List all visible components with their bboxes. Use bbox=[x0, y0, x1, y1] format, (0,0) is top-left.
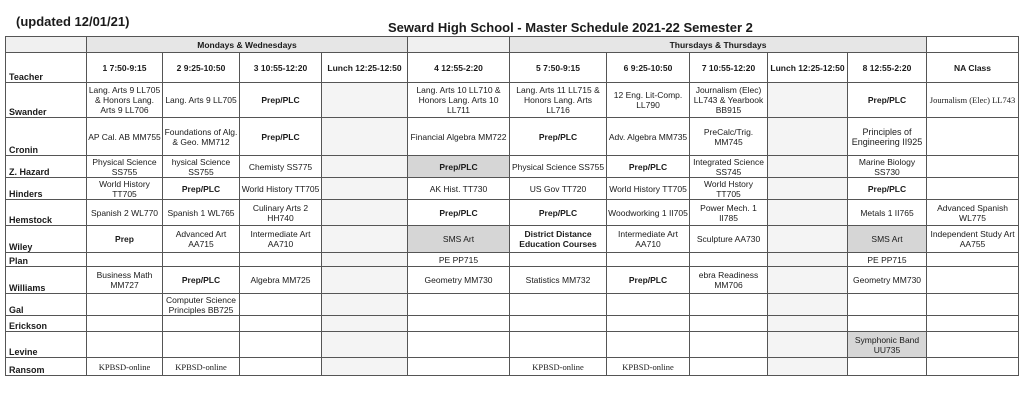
schedule-cell: Prep bbox=[87, 226, 163, 253]
schedule-cell: Prep/PLC bbox=[163, 178, 240, 200]
lunch-cell bbox=[322, 253, 408, 267]
schedule-cell: Financial Algebra MM722 bbox=[408, 118, 510, 156]
schedule-cell: SMS Art bbox=[408, 226, 510, 253]
schedule-cell: Symphonic Band UU735 bbox=[848, 332, 927, 358]
teacher-name: Swander bbox=[6, 83, 87, 118]
schedule-cell bbox=[408, 294, 510, 316]
schedule-cell: Lang. Arts 11 LL715 & Honors Lang. Arts LL716 bbox=[510, 83, 607, 118]
schedule-cell: Integrated Science SS745 bbox=[690, 156, 768, 178]
teacher-name: Z. Hazard bbox=[6, 156, 87, 178]
schedule-cell: Advanced Art AA715 bbox=[163, 226, 240, 253]
teacher-name: Hemstock bbox=[6, 200, 87, 226]
table-row bbox=[6, 253, 1019, 267]
schedule-cell bbox=[607, 332, 690, 358]
schedule-cell: Prep/PLC bbox=[510, 200, 607, 226]
schedule-cell: Statistics MM732 bbox=[510, 267, 607, 294]
schedule-cell: Lang. Arts 10 LL710 & Honors Lang. Arts 10 LL711 bbox=[408, 83, 510, 118]
schedule-cell: AK Hist. TT730 bbox=[408, 178, 510, 200]
header-na-class: NA Class bbox=[927, 53, 1019, 83]
schedule-cell: AP Cal. AB MM755 bbox=[87, 118, 163, 156]
schedule-cell: Prep/PLC bbox=[408, 200, 510, 226]
schedule-cell: Advanced Spanish WL775 bbox=[927, 200, 1019, 226]
lunch-cell bbox=[322, 267, 408, 294]
schedule-cell bbox=[408, 316, 510, 332]
schedule-cell bbox=[240, 316, 322, 332]
schedule-cell: Geometry MM730 bbox=[848, 267, 927, 294]
schedule-cell: Lang. Arts 9 LL705 & Honors Lang. Arts 9 LL706 bbox=[87, 83, 163, 118]
schedule-cell: Prep/PLC bbox=[240, 83, 322, 118]
lunch-cell bbox=[768, 267, 848, 294]
lunch-cell bbox=[768, 294, 848, 316]
header-period-1: 1 7:50-9:15 bbox=[87, 53, 163, 83]
lunch-cell bbox=[322, 226, 408, 253]
lunch-cell bbox=[768, 156, 848, 178]
schedule-cell bbox=[87, 316, 163, 332]
header-period-2: 2 9:25-10:50 bbox=[163, 53, 240, 83]
lunch-cell bbox=[322, 118, 408, 156]
schedule-cell bbox=[848, 358, 927, 376]
lunch-cell bbox=[768, 178, 848, 200]
schedule-cell: Principles of Engineering II925 bbox=[848, 118, 927, 156]
schedule-cell: KPBSD-online bbox=[163, 358, 240, 376]
header-period-5: 5 7:50-9:15 bbox=[510, 53, 607, 83]
header-period-7: 7 10:55-12:20 bbox=[690, 53, 768, 83]
schedule-cell bbox=[510, 253, 607, 267]
schedule-cell: Metals 1 II765 bbox=[848, 200, 927, 226]
schedule-cell: KPBSD-online bbox=[510, 358, 607, 376]
schedule-cell bbox=[607, 294, 690, 316]
header-lunch-1: Lunch 12:25-12:50 bbox=[322, 53, 408, 83]
master-schedule-table bbox=[5, 36, 1019, 376]
group-gap-cell bbox=[927, 37, 1019, 53]
schedule-cell: World Hstory TT705 bbox=[690, 178, 768, 200]
schedule-cell bbox=[240, 358, 322, 376]
group-header-row bbox=[6, 37, 1019, 53]
schedule-cell bbox=[690, 358, 768, 376]
schedule-cell bbox=[163, 253, 240, 267]
schedule-cell bbox=[690, 332, 768, 358]
lunch-cell bbox=[768, 200, 848, 226]
page-title: Seward High School - Master Schedule 2021-22 Semester 2 bbox=[388, 20, 753, 35]
schedule-cell: Prep/PLC bbox=[607, 156, 690, 178]
schedule-cell: KPBSD-online bbox=[607, 358, 690, 376]
period-header-row bbox=[6, 53, 1019, 83]
schedule-cell: Lang. Arts 9 LL705 bbox=[163, 83, 240, 118]
teacher-name: Cronin bbox=[6, 118, 87, 156]
table-row bbox=[6, 226, 1019, 253]
teacher-name: Wiley bbox=[6, 226, 87, 253]
schedule-cell bbox=[163, 332, 240, 358]
table-row bbox=[6, 200, 1019, 226]
schedule-cell: World History TT705 bbox=[240, 178, 322, 200]
schedule-cell: Algebra MM725 bbox=[240, 267, 322, 294]
table-row bbox=[6, 83, 1019, 118]
schedule-cell: PreCalc/Trig. MM745 bbox=[690, 118, 768, 156]
header-period-3: 3 10:55-12:20 bbox=[240, 53, 322, 83]
group-gap-cell bbox=[6, 37, 87, 53]
schedule-cell bbox=[510, 332, 607, 358]
schedule-cell bbox=[607, 253, 690, 267]
lunch-cell bbox=[768, 358, 848, 376]
lunch-cell bbox=[768, 332, 848, 358]
schedule-cell: Woodworking 1 II705 bbox=[607, 200, 690, 226]
schedule-cell: Computer Science Principles BB725 bbox=[163, 294, 240, 316]
schedule-cell: Prep/PLC bbox=[607, 267, 690, 294]
schedule-cell bbox=[927, 332, 1019, 358]
table-row bbox=[6, 316, 1019, 332]
schedule-cell: Spanish 2 WL770 bbox=[87, 200, 163, 226]
lunch-cell bbox=[768, 316, 848, 332]
lunch-cell bbox=[768, 226, 848, 253]
schedule-cell: Independent Study Art AA755 bbox=[927, 226, 1019, 253]
schedule-cell: PE PP715 bbox=[408, 253, 510, 267]
lunch-cell bbox=[768, 253, 848, 267]
schedule-cell: World History TT705 bbox=[87, 178, 163, 200]
schedule-cell bbox=[927, 358, 1019, 376]
schedule-cell bbox=[87, 332, 163, 358]
schedule-cell: Chemisty SS775 bbox=[240, 156, 322, 178]
schedule-cell bbox=[240, 332, 322, 358]
schedule-cell: World History TT705 bbox=[607, 178, 690, 200]
group-mondays-wednesdays: Mondays & Wednesdays bbox=[87, 37, 408, 53]
schedule-cell bbox=[927, 316, 1019, 332]
group-gap-cell bbox=[408, 37, 510, 53]
teacher-name: Plan bbox=[6, 253, 87, 267]
lunch-cell bbox=[322, 316, 408, 332]
schedule-cell: KPBSD-online bbox=[87, 358, 163, 376]
schedule-cell bbox=[927, 253, 1019, 267]
table-row bbox=[6, 294, 1019, 316]
table-row bbox=[6, 358, 1019, 376]
header-lunch-2: Lunch 12:25-12:50 bbox=[768, 53, 848, 83]
schedule-cell bbox=[690, 316, 768, 332]
teacher-name: Erickson bbox=[6, 316, 87, 332]
teacher-name: Hinders bbox=[6, 178, 87, 200]
schedule-cell bbox=[510, 316, 607, 332]
header-period-6: 6 9:25-10:50 bbox=[607, 53, 690, 83]
table-row bbox=[6, 118, 1019, 156]
schedule-cell: US Gov TT720 bbox=[510, 178, 607, 200]
table-row bbox=[6, 178, 1019, 200]
schedule-cell bbox=[848, 294, 927, 316]
schedule-cell bbox=[510, 294, 607, 316]
schedule-cell bbox=[240, 253, 322, 267]
header-teacher: Teacher bbox=[6, 53, 87, 83]
lunch-cell bbox=[768, 83, 848, 118]
schedule-cell: Physical Science SS755 bbox=[87, 156, 163, 178]
schedule-cell bbox=[927, 178, 1019, 200]
schedule-cell bbox=[408, 358, 510, 376]
schedule-cell bbox=[240, 294, 322, 316]
schedule-cell bbox=[927, 294, 1019, 316]
schedule-cell bbox=[87, 253, 163, 267]
schedule-cell: ebra Readiness MM706 bbox=[690, 267, 768, 294]
schedule-cell: Geometry MM730 bbox=[408, 267, 510, 294]
schedule-cell: Journalism (Elec) LL743 & Yearbook BB915 bbox=[690, 83, 768, 118]
schedule-cell: 12 Eng. Lit-Comp. LL790 bbox=[607, 83, 690, 118]
schedule-cell: Journalism (Elec) LL743 bbox=[927, 83, 1019, 118]
schedule-cell: Foundations of Alg. & Geo. MM712 bbox=[163, 118, 240, 156]
table-row bbox=[6, 267, 1019, 294]
schedule-cell: Marine Biology SS730 bbox=[848, 156, 927, 178]
schedule-cell bbox=[163, 316, 240, 332]
schedule-cell: Power Mech. 1 II785 bbox=[690, 200, 768, 226]
schedule-cell bbox=[607, 316, 690, 332]
schedule-cell bbox=[690, 294, 768, 316]
schedule-cell: Sculpture AA730 bbox=[690, 226, 768, 253]
schedule-cell: Culinary Arts 2 HH740 bbox=[240, 200, 322, 226]
schedule-cell bbox=[927, 156, 1019, 178]
schedule-cell: Intermediate Art AA710 bbox=[240, 226, 322, 253]
schedule-cell: Prep/PLC bbox=[848, 83, 927, 118]
schedule-cell: PE PP715 bbox=[848, 253, 927, 267]
header-period-4: 4 12:55-2:20 bbox=[408, 53, 510, 83]
schedule-cell: SMS Art bbox=[848, 226, 927, 253]
schedule-cell: Intermediate Art AA710 bbox=[607, 226, 690, 253]
schedule-cell: Prep/PLC bbox=[848, 178, 927, 200]
lunch-cell bbox=[322, 178, 408, 200]
teacher-name: Levine bbox=[6, 332, 87, 358]
schedule-cell: Prep/PLC bbox=[510, 118, 607, 156]
lunch-cell bbox=[322, 358, 408, 376]
table-row bbox=[6, 156, 1019, 178]
schedule-cell bbox=[87, 294, 163, 316]
lunch-cell bbox=[322, 332, 408, 358]
schedule-cell: Prep/PLC bbox=[240, 118, 322, 156]
lunch-cell bbox=[322, 200, 408, 226]
schedule-cell bbox=[408, 332, 510, 358]
schedule-cell: Adv. Algebra MM735 bbox=[607, 118, 690, 156]
schedule-cell bbox=[927, 267, 1019, 294]
updated-date: (updated 12/01/21) bbox=[16, 14, 130, 29]
schedule-cell bbox=[848, 316, 927, 332]
header-period-8: 8 12:55-2:20 bbox=[848, 53, 927, 83]
teacher-name: Williams bbox=[6, 267, 87, 294]
lunch-cell bbox=[322, 156, 408, 178]
group-thursdays: Thursdays & Thursdays bbox=[510, 37, 927, 53]
lunch-cell bbox=[322, 294, 408, 316]
schedule-cell bbox=[690, 253, 768, 267]
schedule-cell: Business Math MM727 bbox=[87, 267, 163, 294]
schedule-cell: Prep/PLC bbox=[408, 156, 510, 178]
lunch-cell bbox=[322, 83, 408, 118]
schedule-cell: Physical Science SS755 bbox=[510, 156, 607, 178]
schedule-cell: Prep/PLC bbox=[163, 267, 240, 294]
teacher-name: Ransom bbox=[6, 358, 87, 376]
lunch-cell bbox=[768, 118, 848, 156]
teacher-name: Gal bbox=[6, 294, 87, 316]
schedule-cell: hysical Science SS755 bbox=[163, 156, 240, 178]
schedule-cell: District Distance Education Courses bbox=[510, 226, 607, 253]
table-row bbox=[6, 332, 1019, 358]
schedule-cell bbox=[927, 118, 1019, 156]
schedule-cell: Spanish 1 WL765 bbox=[163, 200, 240, 226]
